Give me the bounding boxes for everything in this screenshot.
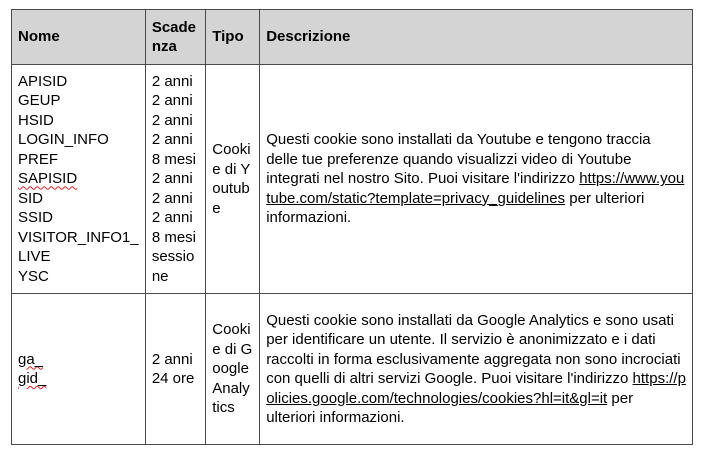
expiry-value: 2 anni <box>151 170 193 188</box>
cookie-name: gid_ <box>18 370 47 387</box>
cookie-names <box>12 294 146 445</box>
expiry-value: 2 anni <box>151 350 193 368</box>
header-type: Tipo <box>206 10 260 65</box>
description-text: Questi cookie sono installati da Youtube e tengono traccia delle tue preferenze quando visualizzi video di Youtube integrati nel nostro Sito. Puoi visitare l'indirizzo <box>266 131 651 188</box>
cookie-name: SSID <box>18 209 54 227</box>
cookie-description <box>260 294 693 445</box>
cookie-name: SID <box>18 189 44 207</box>
description-text: Questi cookie sono installati da Google Analytics e sono usati per identificare un utente. Il servizio è anonimizzato e i dati raccolti in forma esclusivamente aggregata non sono incrociati con quelli di altri servizi Google. Puoi visitare l'indirizzo <box>266 311 681 387</box>
cookie-name: GEUP <box>18 92 61 110</box>
expiry-value: sessione <box>151 248 195 285</box>
expiry-value: 2 anni <box>151 72 193 90</box>
expiry-value: 8 mesi <box>151 228 196 246</box>
cookie-expiry <box>145 294 205 445</box>
cookie-expiry <box>145 65 205 294</box>
expiry-value: 24 ore <box>151 370 195 387</box>
cookie-type: Cookie di Google Analytics <box>206 294 260 445</box>
header-expiry: Scadenza <box>145 10 205 65</box>
expiry-value: 2 anni <box>151 131 193 149</box>
expiry-value: 2 anni <box>151 92 193 110</box>
table-row <box>12 65 693 294</box>
cookie-name: YSC <box>18 267 49 285</box>
cookie-name: VISITOR_INFO1_LIVE <box>18 228 139 266</box>
cookie-name: HSID <box>18 111 54 129</box>
cookie-name: APISID <box>18 72 68 90</box>
description-text: per ulteriori informazioni. <box>266 189 645 227</box>
header-row <box>12 10 693 65</box>
cookie-type: Cookie di Youtube <box>206 65 260 294</box>
cookie-name: LOGIN_INFO <box>18 131 109 149</box>
expiry-value: 2 anni <box>151 209 193 227</box>
cookie-name: ga_ <box>18 350 44 368</box>
privacy-link[interactable]: https://www.youtube.com/static?template=privacy_guidelines <box>266 170 685 207</box>
cookie-names <box>12 65 146 294</box>
cookie-name: PREF <box>18 150 59 168</box>
expiry-value: 2 anni <box>151 189 193 207</box>
table-row <box>12 294 693 445</box>
cookie-description <box>260 65 693 294</box>
description-text: per ulteriori informazioni. <box>266 389 634 426</box>
expiry-value: 8 mesi <box>151 150 196 168</box>
cookie-name: SAPISID <box>18 170 78 188</box>
header-description: Descrizione <box>260 10 693 65</box>
header-name: Nome <box>12 10 146 65</box>
expiry-value: 2 anni <box>151 111 193 129</box>
policies-link[interactable]: https://policies.google.com/technologies/cookies?hl=it&gl=it <box>266 370 686 407</box>
cookie-table <box>11 9 693 445</box>
